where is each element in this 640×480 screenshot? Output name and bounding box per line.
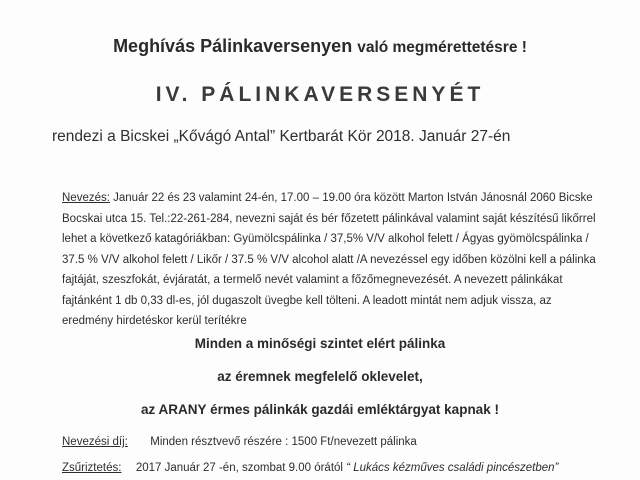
invitation-title-tail: való megmérettetésre ! [357, 39, 527, 56]
registration-line-6: fajtánként 1 db 0,33 dl-es, jól dugaszolt üvegbe kell tölteni. A leadott mintát nem adjuk vissza, az [62, 294, 552, 307]
registration-label: Nevezés: [62, 192, 110, 204]
registration-paragraph [62, 188, 596, 332]
judging-date: 2017 Január 27 -én, szombat 9.00 órától [135, 462, 343, 474]
registration-line-1: Nevezés: Január 22 és 23 valamint 24-én, 17.00 – 19.00 óra között Marton István Jánosnál 2060 Bicske [62, 192, 593, 204]
entry-fee-label: Nevezési díj: [62, 436, 128, 448]
awards-line-3: az ARANY érmes pálinkák gazdái emléktárgyat kapnak ! [141, 402, 499, 417]
invitation-title-main: Meghívás Pálinkaversenyen [113, 36, 353, 56]
judging-row [62, 462, 558, 474]
awards-line-1: Minden a minőségi szintet elért pálinka [194, 336, 446, 351]
awards-line-2: az éremnek megfelelő oklevelet, [217, 369, 423, 384]
judging-label: Zsűriztetés: [62, 462, 122, 474]
judging-venue: “ Lukács kézműves családi pincészetben” [346, 462, 559, 474]
invitation-title [0, 36, 640, 57]
competition-edition-heading: IV. PÁLINKAVERSENYÉT [155, 83, 485, 106]
entry-fee-row [62, 436, 417, 448]
organizer-line: rendezi a Bicskei „Kővágó Antal” Kertbarát Kör 2018. Január 27-én [52, 128, 511, 145]
entry-fee-text: Minden résztvevő részére : 1500 Ft/nevezett pálinka [150, 436, 417, 448]
registration-line-7: eredmény hirdetéskor kerül terítékre [62, 315, 247, 327]
registration-line-3: lehet a következő katagóriákban: Gyümölcspálinka / 37,5% V/V alkohol felett / Ágyas gyömölcspálinka / [62, 233, 589, 245]
registration-line-5: fajtáját, szeszfokát, évjáratát, a termelő nevét valamint a főzőmegnevezését. A nevezett pálinkákat [62, 274, 563, 286]
registration-line-2: Bocskai utca 15. Tel.:22-261-284, nevezni saját és bér főzetett pálinkával valamint saját készítésű likőrrel [62, 212, 596, 225]
registration-line-4: 37.5 % V/V alkohol felett / Likőr / 37.5 % V/V alcohol alatt /A nevezéssel egy időben közölni kell a pálinka [62, 253, 596, 266]
